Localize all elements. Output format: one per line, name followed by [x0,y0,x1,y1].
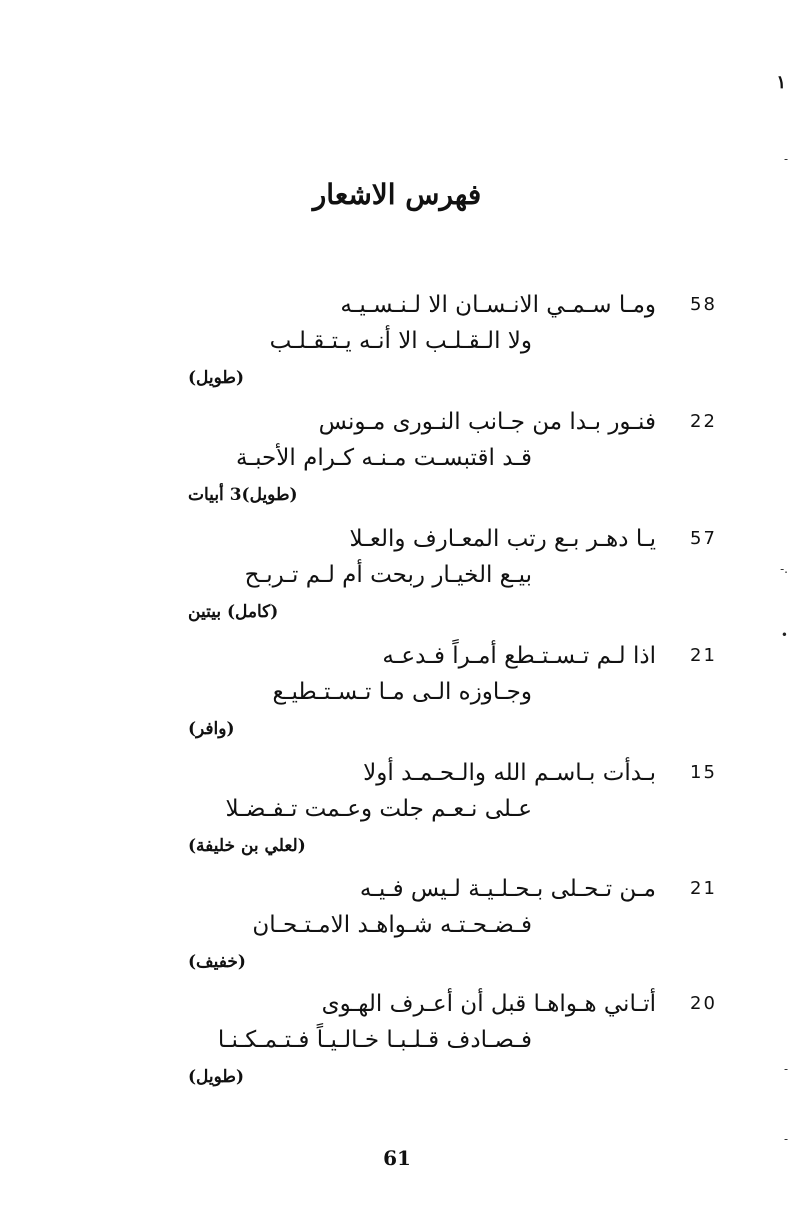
poem-entry [0,639,794,755]
poetic-meter-label: (طويل) [188,1067,245,1087]
verse-first-hemistich: أتـاني هـواهـا قبل أن أعـرف الهـوى [321,991,656,1017]
entry-number: 21 [690,878,717,899]
page-number: 61 [383,1146,411,1170]
margin-mark: - [783,1062,788,1076]
margin-mark: • [780,628,788,642]
poetic-meter-label: (وافر) [188,719,235,739]
verse-second-hemistich: بيـع الخيـار ربحت أم لـم تـربـح [244,562,532,588]
poetic-meter-label: (لعلي بن خليفة) [188,836,306,856]
entry-number: 20 [690,993,717,1014]
page-title: فهرس الاشعار [312,178,482,211]
verse-second-hemistich: فـصـادف قـلـبـا خـالـيـاً فـتـمـكـنـا [217,1027,532,1053]
poem-entry [0,405,794,521]
entry-number: 57 [690,528,717,549]
entry-number: 15 [690,762,717,783]
entry-number: 21 [690,645,717,666]
poetic-meter-label: (خفيف) [188,952,246,972]
poetic-meter-label: (طويل)3 أبيات [188,485,298,505]
verse-first-hemistich: فنـور بـدا من جـانب النـورى مـونس [318,409,656,435]
verse-first-hemistich: بـدأت بـاسـم الله والـحـمـد أولا [363,760,656,786]
poem-entry [0,987,794,1103]
poem-entry [0,872,794,988]
verse-first-hemistich: اذا لـم تـسـتـطع أمـراً فـدعـه [382,643,656,669]
verse-second-hemistich: ولا الـقـلـب الا أنـه يـتـقـلـب [269,328,532,354]
poem-entry [0,522,794,638]
margin-mark: - [783,152,788,166]
verse-second-hemistich: قـد اقتبسـت مـنـه كـرام الأحبـة [236,445,532,471]
entry-number: 22 [690,411,717,432]
poem-entry [0,756,794,872]
verse-first-hemistich: ومـا سـمـي الانـسـان الا لـنـسـيـه [340,292,656,318]
poetic-meter-label: (كامل) بيتين [188,602,279,622]
poetic-meter-label: (طويل) [188,368,245,388]
verse-second-hemistich: عـلى نـعـم جلت وعـمت تـفـضـلا [225,796,532,822]
verse-first-hemistich: مـن تـحـلى بـحـلـيـة لـيس فـيـه [359,876,656,902]
margin-mark: -. [780,562,788,576]
poem-entry [0,288,794,404]
margin-mark: - [783,1132,788,1146]
margin-digit: ١ [776,72,786,93]
entry-number: 58 [690,294,717,315]
verse-first-hemistich: يـا دهـر بـع رتب المعـارف والعـلا [349,526,656,552]
verse-second-hemistich: فـضـحـتـه شـواهـد الامـتـحـان [252,912,532,938]
verse-second-hemistich: وجـاوزه الـى مـا تـسـتـطيـع [272,679,532,705]
